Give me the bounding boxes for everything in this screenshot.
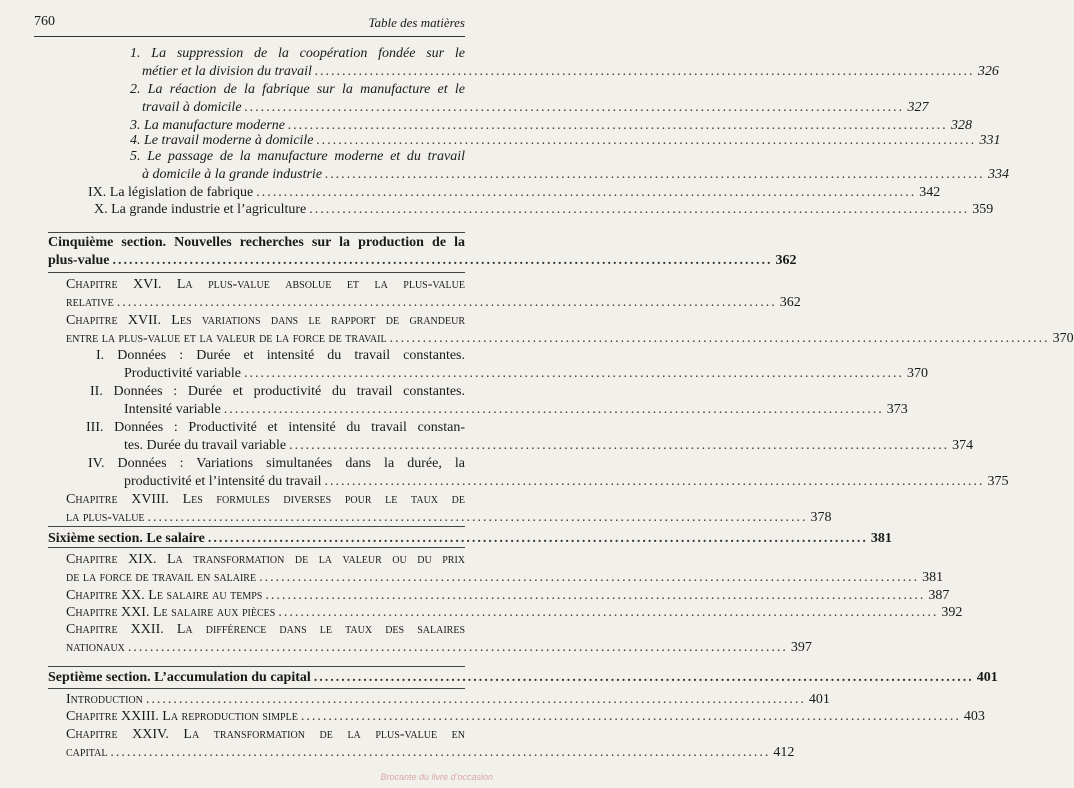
toc-entry (66, 691, 830, 709)
toc-entry (66, 708, 985, 726)
toc-entry-line (66, 294, 801, 312)
dot-leader: ........................................................................................................................ (110, 745, 771, 760)
dot-leader: ........................................................................................................................ (288, 118, 949, 133)
toc-entry-line (130, 45, 465, 63)
toc-entry-title: à domicile à la grande industrie (142, 167, 323, 182)
dot-leader: ........................................................................................................................ (289, 438, 950, 453)
toc-entry-line (66, 509, 832, 527)
toc-entry-title: Cinquième section. Nouvelles recherches sur la production de la (48, 235, 465, 250)
toc-entry-line (94, 201, 994, 219)
toc-entry-title: de la force de travail en salaire (66, 570, 257, 585)
toc-entry-line (66, 604, 963, 622)
toc-entry-title: productivité et l’intensité du travail (124, 474, 322, 489)
toc-entry (66, 276, 801, 312)
toc-entry (66, 726, 795, 762)
toc-entry-line (66, 312, 465, 330)
toc-entry-line (88, 184, 941, 202)
toc-entry-line (90, 383, 465, 401)
header-rule (34, 36, 465, 37)
toc-entry (66, 604, 963, 622)
toc-entry-title: Chapitre XXI. Le salaire aux pièces (66, 605, 276, 620)
toc-entry-title: IV. Données : Variations simultanées dans la durée, la (88, 456, 465, 471)
toc-entry-title: capital (66, 745, 108, 760)
toc-page-number: 331 (979, 133, 1001, 148)
toc-entry-title: plus-value (48, 253, 110, 268)
toc-entry-line (48, 252, 797, 270)
toc-entry (66, 551, 944, 587)
toc-entry-title: I. Données : Durée et intensité du travail constantes. (96, 348, 465, 363)
toc-entry (96, 347, 929, 383)
toc-entry-line (66, 276, 465, 294)
dot-leader: ........................................................................................................................ (389, 331, 1050, 346)
toc-entry-line (66, 569, 944, 587)
toc-entry-line (86, 437, 974, 455)
toc-entry-title: 5. Le passage de la manufacture moderne et du travail (130, 149, 465, 164)
toc-page-number: 327 (907, 100, 929, 115)
toc-entry-title: Introduction (66, 692, 143, 707)
toc-entry-title: la plus-value (66, 510, 145, 525)
dot-leader: ........................................................................................................................ (145, 692, 806, 707)
toc-entry-title: Chapitre XVI. La plus-value absolue et la plus-value (66, 277, 465, 292)
toc-entry-line (130, 81, 465, 99)
toc-entry (88, 184, 941, 202)
dot-leader: ........................................................................................................................ (313, 670, 974, 685)
toc-entry-title: Intensité variable (124, 402, 221, 417)
toc-entry-line (96, 347, 465, 365)
toc-entry-title: 1. La suppression de la coopération fondée sur le (130, 46, 465, 61)
toc-entry-title: 4. Le travail moderne à domicile (130, 133, 314, 148)
toc-entry (66, 587, 950, 605)
toc-entry-title: 3. La manufacture moderne (130, 118, 286, 133)
toc-entry-title: Chapitre XXIII. La reproduction simple (66, 709, 298, 724)
toc-entry-line (88, 455, 465, 473)
toc-entry-line (66, 726, 465, 744)
toc-page-number: 328 (951, 118, 973, 133)
toc-entry-line (66, 744, 795, 762)
toc-entry-title: 2. La réaction de la fabrique sur la manufacture et le (130, 82, 465, 97)
section-divider (48, 547, 465, 548)
dot-leader: ........................................................................................................................ (112, 253, 773, 268)
dot-leader: ........................................................................................................................ (207, 531, 868, 546)
dot-leader: ........................................................................................................................ (223, 402, 884, 417)
toc-entry-title: relative (66, 295, 114, 310)
dot-leader: ........................................................................................................................ (314, 64, 975, 79)
toc-entry-title: travail à domicile (142, 100, 242, 115)
toc-entry-title: nationaux (66, 640, 125, 655)
section-divider (48, 272, 465, 273)
toc-entry-title: III. Données : Productivité et intensité du travail constan- (86, 420, 465, 435)
toc-page-number: 362 (779, 295, 801, 310)
toc-entry-line (130, 166, 1010, 184)
toc-entry-line (66, 691, 830, 709)
watermark: Brocante du livre d’occasion (380, 772, 493, 782)
toc-page-number: 401 (976, 670, 998, 685)
dot-leader: ........................................................................................................................ (316, 133, 977, 148)
toc-entry (88, 455, 1009, 491)
toc-page-number: 370 (907, 366, 929, 381)
toc-entry-title: X. La grande industrie et l’agriculture (94, 202, 307, 217)
toc-page-number: 326 (977, 64, 999, 79)
toc-entry-line (130, 99, 929, 117)
toc-entry-title: II. Données : Durée et productivité du travail constantes. (90, 384, 465, 399)
toc-entry (66, 621, 812, 657)
section-divider (48, 666, 465, 667)
dot-leader: ........................................................................................................................ (265, 588, 926, 603)
toc-entry-line (66, 551, 465, 569)
toc-entry-line (66, 639, 812, 657)
toc-entry-title: métier et la division du travail (142, 64, 312, 79)
toc-entry (94, 201, 994, 219)
section-divider (48, 688, 465, 689)
toc-entry-line (88, 473, 1009, 491)
toc-page-number: 392 (941, 605, 963, 620)
toc-entry-title: Chapitre XVII. Les variations dans le rapport de grandeur (66, 313, 465, 328)
toc-page-number: 334 (988, 167, 1010, 182)
dot-leader: ........................................................................................................................ (324, 474, 985, 489)
toc-entry-line (130, 63, 999, 81)
dot-leader: ........................................................................................................................ (244, 100, 905, 115)
toc-entry-line (48, 669, 998, 687)
toc-page-number: 412 (773, 745, 795, 760)
toc-entry (66, 312, 1074, 348)
toc-entry-line (66, 708, 985, 726)
dot-leader: ........................................................................................................................ (127, 640, 788, 655)
toc-entry-title: Chapitre XX. Le salaire au temps (66, 588, 263, 603)
toc-entry-title: Chapitre XXIV. La transformation de la plus-value en (66, 727, 465, 742)
toc-entry-line (86, 419, 465, 437)
dot-leader: ........................................................................................................................ (259, 570, 920, 585)
toc-entry-line (48, 530, 892, 548)
toc-entry-title: Septième section. L’accumulation du capital (48, 670, 311, 685)
toc-entry-line (66, 491, 465, 509)
toc-page-number: 375 (987, 474, 1009, 489)
dot-leader: ........................................................................................................................ (300, 709, 961, 724)
toc-entry-title: Chapitre XXII. La différence dans le taux des salaires (66, 622, 465, 637)
dot-leader: ........................................................................................................................ (309, 202, 970, 217)
toc-entry (66, 491, 832, 527)
dot-leader: ........................................................................................................................ (256, 185, 917, 200)
toc-entry-title: IX. La législation de fabrique (88, 185, 254, 200)
toc-entry-line (66, 587, 950, 605)
toc-entry-title: Chapitre XIX. La transformation de la valeur ou du prix (66, 552, 465, 567)
page-number: 760 (34, 14, 55, 29)
toc-entry-line (66, 621, 465, 639)
toc-entry-title: Productivité variable (124, 366, 242, 381)
dot-leader: ........................................................................................................................ (116, 295, 777, 310)
toc-entry (130, 45, 999, 81)
page-header (34, 14, 465, 36)
toc-entry (48, 530, 892, 548)
toc-entry-title: entre la plus-value et la valeur de la force de travail (66, 331, 387, 346)
toc-entry (130, 81, 929, 117)
dot-leader: ........................................................................................................................ (244, 366, 905, 381)
dot-leader: ........................................................................................................................ (325, 167, 986, 182)
toc-page-number: 378 (810, 510, 832, 525)
toc-entry-line (96, 365, 929, 383)
toc-entry-line (130, 148, 465, 166)
toc-page-number: 374 (952, 438, 974, 453)
toc-page-number: 373 (886, 402, 908, 417)
toc-entry-title: Sixième section. Le salaire (48, 531, 205, 546)
toc-page-number: 401 (808, 692, 830, 707)
toc-page-number: 381 (870, 531, 892, 546)
toc-entry-title: tes. Durée du travail variable (124, 438, 287, 453)
toc-entry (48, 669, 998, 687)
toc-entry (48, 234, 797, 270)
toc-entry (86, 419, 974, 455)
toc-entry-line (48, 234, 465, 252)
toc-page-number: 397 (790, 640, 812, 655)
dot-leader: ........................................................................................................................ (147, 510, 808, 525)
section-divider (48, 526, 465, 527)
toc-page-number: 387 (928, 588, 950, 603)
toc-page-number: 381 (922, 570, 944, 585)
dot-leader: ........................................................................................................................ (278, 605, 939, 620)
toc-page-number: 359 (972, 202, 994, 217)
toc-entry-title: Chapitre XVIII. Les formules diverses pour le taux de (66, 492, 465, 507)
toc-page-number: 362 (775, 253, 797, 268)
section-divider (48, 232, 465, 233)
toc-page-number: 370 (1052, 331, 1074, 346)
toc-entry (130, 148, 1010, 184)
toc-entry (90, 383, 908, 419)
toc-page-number: 342 (919, 185, 941, 200)
toc-entry-line (66, 330, 1074, 348)
toc-page-number: 403 (963, 709, 985, 724)
toc-entry-line (90, 401, 908, 419)
running-title: Table des matières (368, 15, 465, 30)
